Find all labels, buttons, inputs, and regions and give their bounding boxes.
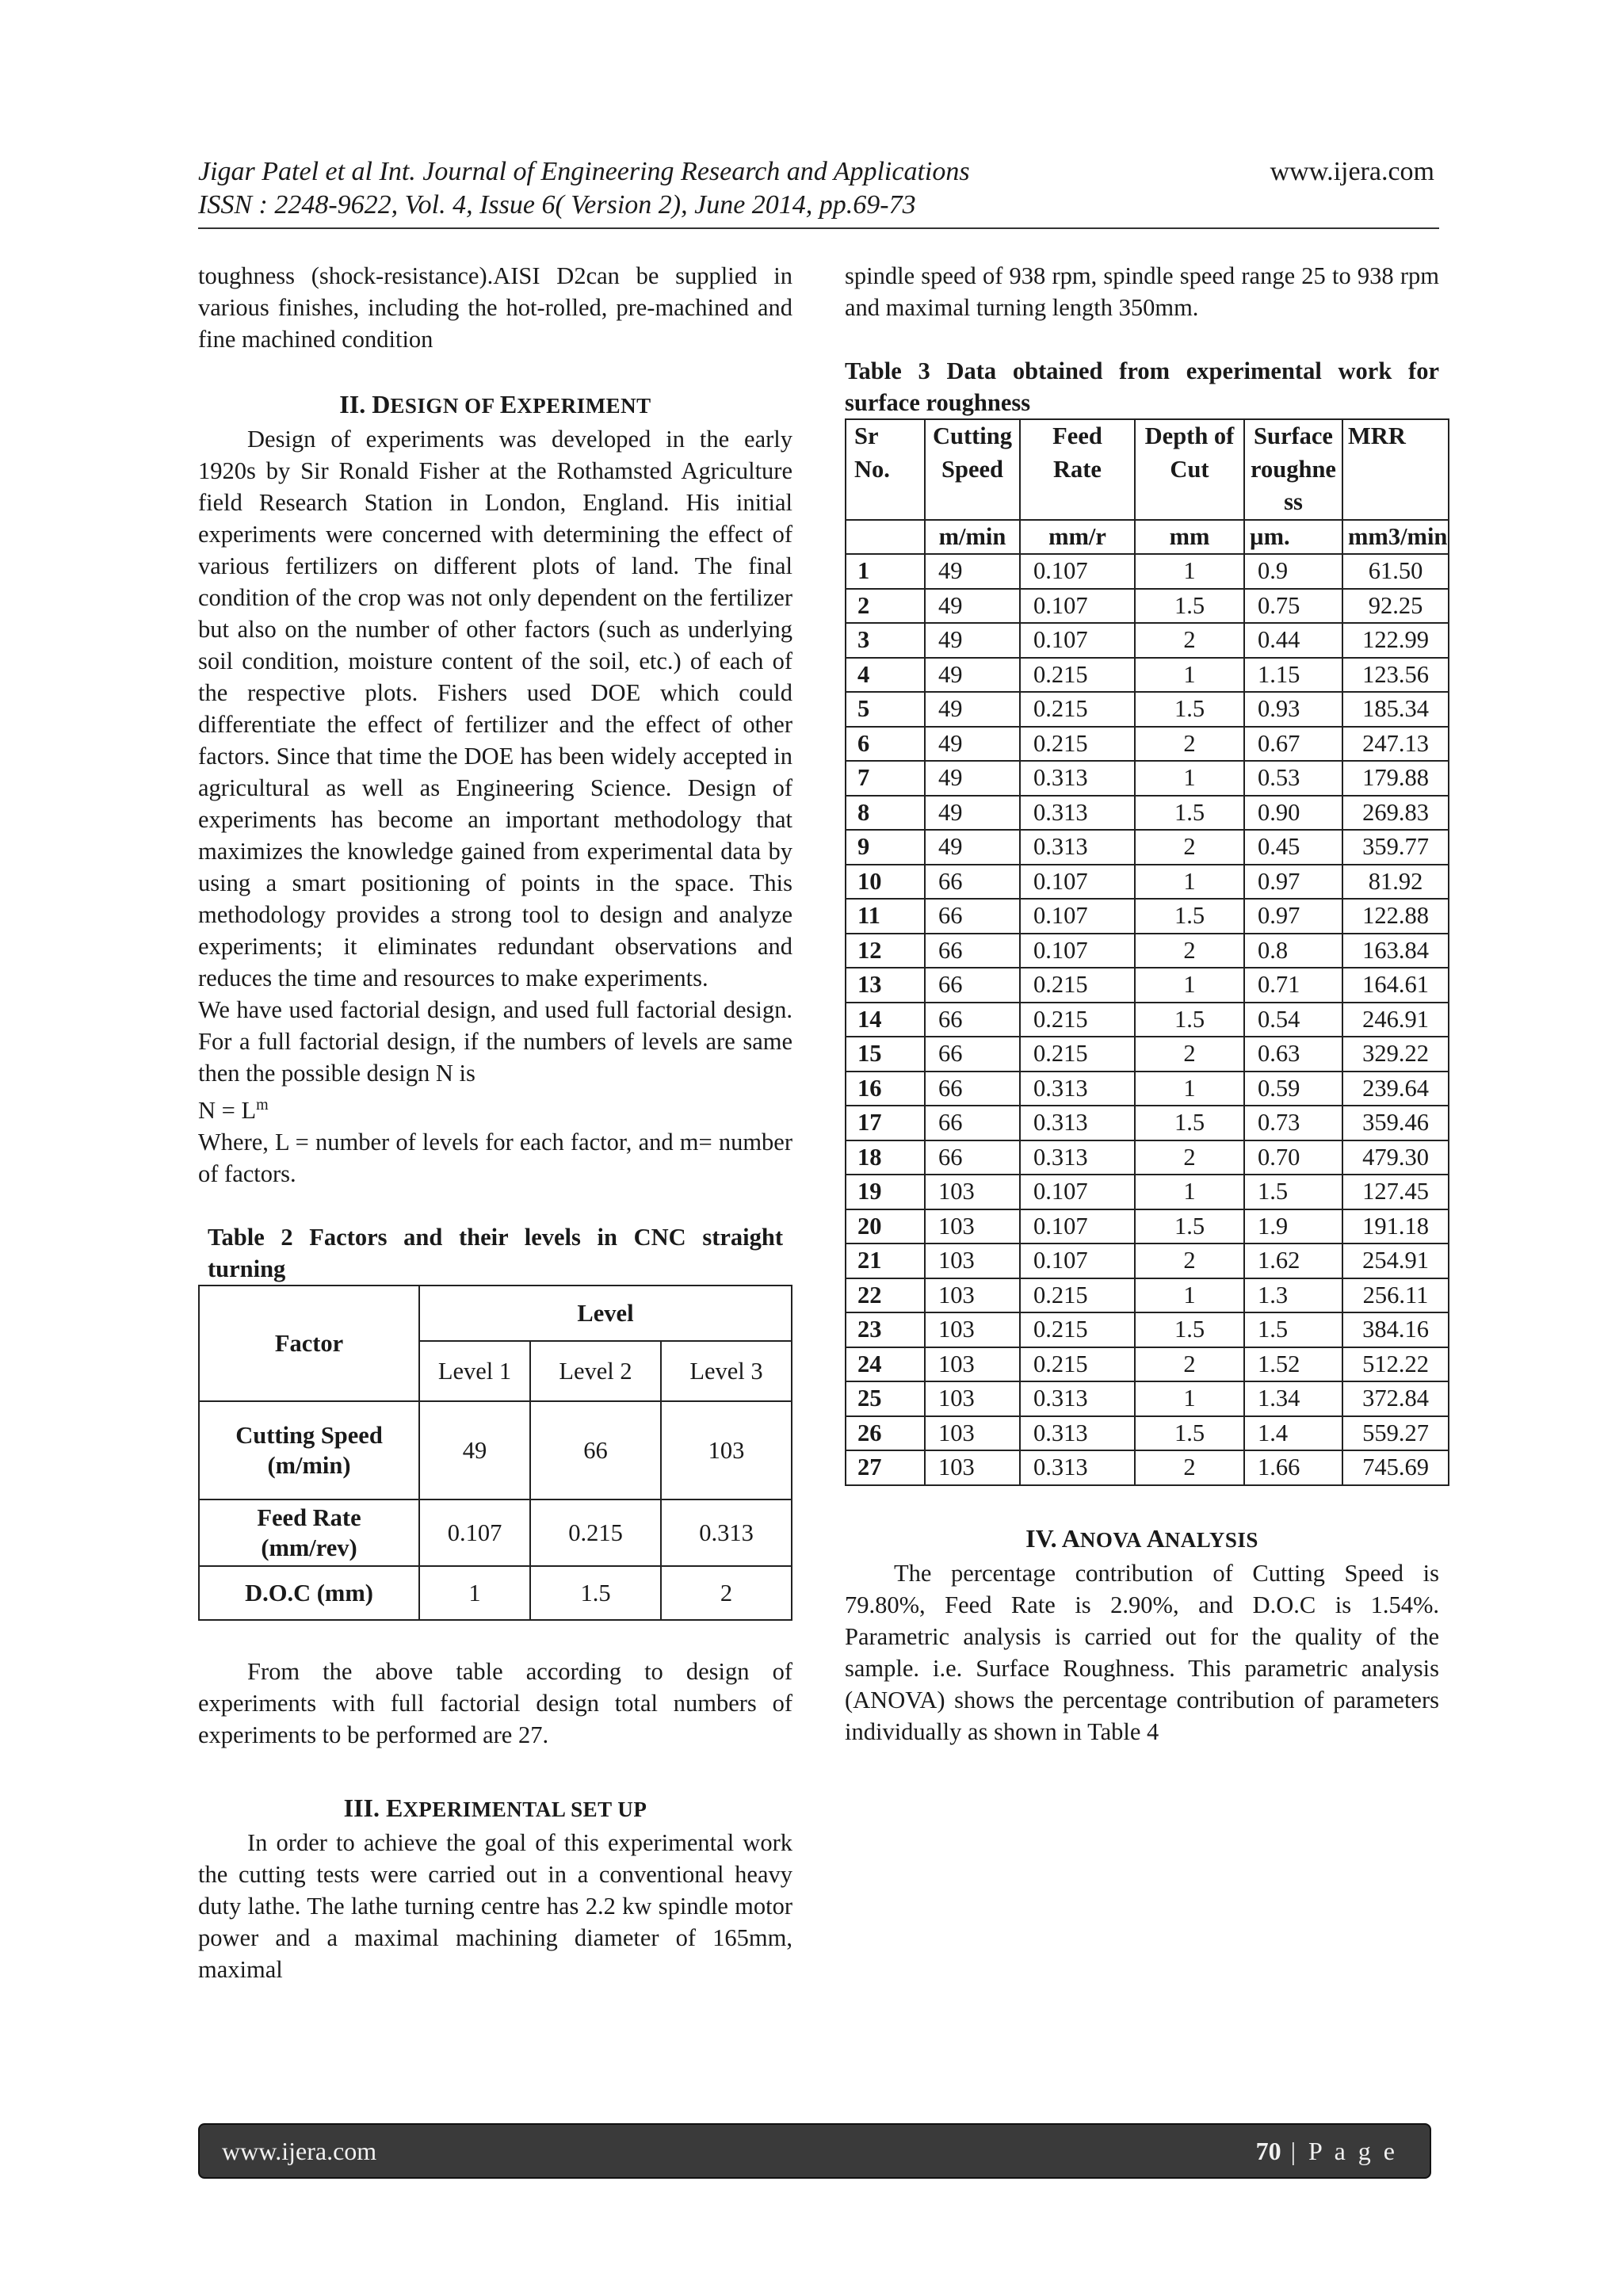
table-3-cell: 0.97	[1244, 865, 1342, 900]
table-3-cell: 0.215	[1020, 658, 1135, 693]
heading-smallcaps: ESIGN OF	[390, 394, 500, 418]
table-3-cell: 0.93	[1244, 692, 1342, 727]
table-3-cell: 329.22	[1342, 1037, 1449, 1072]
table-3-cell: 66	[925, 899, 1020, 934]
table-3-cell: 745.69	[1342, 1450, 1449, 1485]
table-3	[845, 418, 1449, 1486]
table-3-cell: 11	[846, 899, 925, 934]
right-column	[845, 260, 1448, 1748]
table-3-cell: 0.313	[1020, 1072, 1135, 1106]
level-col: Level 1	[419, 1341, 530, 1401]
level-header: Level	[419, 1286, 792, 1341]
table-3-cell: 0.107	[1020, 589, 1135, 624]
unit-depth: mm	[1135, 520, 1244, 555]
heading-smallcaps: NALYSIS	[1164, 1527, 1258, 1552]
table-3-cell: 2	[1135, 1244, 1244, 1278]
table-3-cell: 0.215	[1020, 1278, 1135, 1313]
heading-cap: A	[1061, 1523, 1080, 1553]
table-3-cell: 0.63	[1244, 1037, 1342, 1072]
table-3-cell: 1.5	[1135, 1003, 1244, 1037]
table-3-cell: 16	[846, 1072, 925, 1106]
table-3-cell: 17	[846, 1106, 925, 1140]
table-3-cell: 1	[1135, 1072, 1244, 1106]
table-3-cell: 1	[846, 554, 925, 589]
unit-mrr: mm3/min	[1342, 520, 1449, 555]
table-3-cell: 269.83	[1342, 796, 1449, 831]
table-3-cell: 0.215	[1020, 968, 1135, 1003]
col-header-depth-of-cut: Depth of Cut	[1135, 419, 1244, 520]
table-3-cell: 2	[846, 589, 925, 624]
table-3-cell: 10	[846, 865, 925, 900]
table-3-row	[846, 1106, 1449, 1140]
table-3-cell: 103	[925, 1450, 1020, 1485]
table-3-row	[846, 830, 1449, 865]
table-3-cell: 26	[846, 1416, 925, 1451]
table-3-cell: 2	[1135, 623, 1244, 658]
table-3-cell: 25	[846, 1381, 925, 1416]
table-3-cell: 0.44	[1244, 623, 1342, 658]
journal-line: Jigar Patel et al Int. Journal of Engineering Research and Applications	[198, 157, 970, 186]
table-3-cell: 179.88	[1342, 761, 1449, 796]
table-3-cell: 4	[846, 658, 925, 693]
table-3-cell: 81.92	[1342, 865, 1449, 900]
page-label: | P a g e	[1281, 2137, 1398, 2165]
page-footer	[198, 2123, 1431, 2179]
table-3-row	[846, 865, 1449, 900]
heading-cap: E	[499, 390, 517, 418]
table-3-cell: 1.9	[1244, 1209, 1342, 1244]
table-3-cell: 0.8	[1244, 934, 1342, 968]
table-3-row	[846, 692, 1449, 727]
table-3-cell: 1	[1135, 1175, 1244, 1209]
table-3-cell: 164.61	[1342, 968, 1449, 1003]
table-3-cell: 1.52	[1244, 1347, 1342, 1382]
table-3-body	[846, 554, 1449, 1485]
table-3-cell: 66	[925, 1003, 1020, 1037]
running-header	[198, 155, 970, 222]
table-3-cell: 49	[925, 830, 1020, 865]
table-3-cell: 49	[925, 554, 1020, 589]
table-3-cell: 103	[925, 1347, 1020, 1382]
table-3-cell: 66	[925, 1037, 1020, 1072]
table-3-cell: 0.313	[1020, 796, 1135, 831]
table-3-cell: 1.3	[1244, 1278, 1342, 1313]
value-cell: 1	[419, 1566, 530, 1620]
table-3-cell: 0.215	[1020, 1037, 1135, 1072]
table-3-cell: 1	[1135, 1278, 1244, 1313]
table-3-cell: 66	[925, 1072, 1020, 1106]
table-3-cell: 27	[846, 1450, 925, 1485]
value-cell: 103	[661, 1401, 792, 1499]
table-3-cell: 2	[1135, 1347, 1244, 1382]
table-3-row	[846, 1072, 1449, 1106]
table-3-cell: 0.215	[1020, 692, 1135, 727]
table-3-cell: 246.91	[1342, 1003, 1449, 1037]
table-3-cell: 0.313	[1020, 761, 1135, 796]
table-3-cell: 1.5	[1244, 1312, 1342, 1347]
table-3-row	[846, 727, 1449, 762]
factorial-paragraph: We have used factorial design, and used full factorial design. For a full factorial design, if the numbers of levels are same then the possible design N is	[198, 996, 792, 1087]
table-3-cell: 559.27	[1342, 1416, 1449, 1451]
table-3-cell: 1.66	[1244, 1450, 1342, 1485]
unit-cutting-speed: m/min	[925, 520, 1020, 555]
table-3-cell: 0.70	[1244, 1140, 1342, 1175]
table-3-units-row	[846, 520, 1449, 555]
table-3-cell: 22	[846, 1278, 925, 1313]
table-3-row	[846, 1140, 1449, 1175]
table-3-cell: 239.64	[1342, 1072, 1449, 1106]
table-3-cell: 12	[846, 934, 925, 968]
table-3-cell: 2	[1135, 1140, 1244, 1175]
table-3-row	[846, 1175, 1449, 1209]
continued-paragraph: spindle speed of 938 rpm, spindle speed range 25 to 938 rpm and maximal turning length 350mm.	[845, 262, 1439, 321]
table-3-cell: 49	[925, 761, 1020, 796]
table-3-cell: 1	[1135, 554, 1244, 589]
table-3-cell: 185.34	[1342, 692, 1449, 727]
table-3-cell: 1.5	[1135, 899, 1244, 934]
table-3-cell: 49	[925, 623, 1020, 658]
heading-smallcaps: NOVA	[1079, 1527, 1147, 1552]
heading-cap: D	[372, 390, 391, 418]
table-3-cell: 20	[846, 1209, 925, 1244]
table-3-row	[846, 623, 1449, 658]
factor-header: Factor	[199, 1286, 419, 1401]
table-3-cell: 0.313	[1020, 830, 1135, 865]
table-3-cell: 359.77	[1342, 830, 1449, 865]
table-3-cell: 256.11	[1342, 1278, 1449, 1313]
page-number: 70	[1255, 2137, 1281, 2165]
table-3-cell: 2	[1135, 934, 1244, 968]
col-header-sr: Sr No.	[846, 419, 925, 520]
table-3-cell: 8	[846, 796, 925, 831]
table-3-cell: 21	[846, 1244, 925, 1278]
table-3-cell: 1	[1135, 865, 1244, 900]
header-rule	[198, 227, 1439, 229]
table-3-cell: 0.313	[1020, 1416, 1135, 1451]
table-3-cell: 1	[1135, 968, 1244, 1003]
table-3-cell: 0.107	[1020, 554, 1135, 589]
table-3-row	[846, 554, 1449, 589]
table-3-cell: 66	[925, 865, 1020, 900]
table-3-cell: 9	[846, 830, 925, 865]
table-3-row	[846, 1381, 1449, 1416]
table-3-cell: 359.46	[1342, 1106, 1449, 1140]
table-3-cell: 2	[1135, 1450, 1244, 1485]
table-3-cell: 23	[846, 1312, 925, 1347]
table-3-row	[846, 761, 1449, 796]
table-3-cell: 103	[925, 1209, 1020, 1244]
table-3-cell: 3	[846, 623, 925, 658]
table-3-cell: 5	[846, 692, 925, 727]
table-3-cell: 15	[846, 1037, 925, 1072]
table-3-cell: 384.16	[1342, 1312, 1449, 1347]
value-cell: 2	[661, 1566, 792, 1620]
table-3-cell: 6	[846, 727, 925, 762]
value-cell: 0.313	[661, 1499, 792, 1566]
footer-page	[1256, 2125, 1398, 2177]
table-3-cell: 1.5	[1135, 589, 1244, 624]
experimental-setup-paragraph: In order to achieve the goal of this experimental work the cutting tests were carried out in a conventional heavy duty lathe. The lathe turning centre has 2.2 kw spindle motor power and a maximal machining diameter of 165mm, maximal	[198, 1829, 792, 1984]
left-column	[198, 260, 792, 1985]
table-3-cell: 1.5	[1244, 1175, 1342, 1209]
table-3-cell: 0.215	[1020, 1003, 1135, 1037]
table-3-cell: 123.56	[1342, 658, 1449, 693]
table-3-cell: 103	[925, 1416, 1020, 1451]
heading-cap: A	[1146, 1523, 1165, 1553]
section-number: II.	[339, 390, 366, 418]
table-3-cell: 1	[1135, 1381, 1244, 1416]
table-3-cell: 2	[1135, 727, 1244, 762]
table-3-row	[846, 589, 1449, 624]
footer-website[interactable]: www.ijera.com	[222, 2137, 377, 2165]
table-3-cell: 2	[1135, 1037, 1244, 1072]
table-3-cell: 103	[925, 1244, 1020, 1278]
table-3-cell: 0.73	[1244, 1106, 1342, 1140]
col-header-surface-roughness: Surface roughness	[1244, 419, 1342, 520]
section-number: IV.	[1025, 1523, 1057, 1553]
table-3-header-row	[846, 419, 1449, 520]
heading-cap: E	[385, 1794, 403, 1823]
table-3-cell: 254.91	[1342, 1244, 1449, 1278]
table-3-cell: 479.30	[1342, 1140, 1449, 1175]
section-2-heading	[198, 387, 792, 423]
table-2-caption: Table 2 Factors and their levels in CNC straight turning	[208, 1224, 783, 1283]
table-3-cell: 2	[1135, 830, 1244, 865]
table-3-cell: 103	[925, 1278, 1020, 1313]
table-3-cell: 7	[846, 761, 925, 796]
factor-cell: D.O.C (mm)	[199, 1566, 419, 1620]
table-3-cell: 49	[925, 727, 1020, 762]
table-3-cell: 0.90	[1244, 796, 1342, 831]
value-cell: 0.215	[530, 1499, 661, 1566]
table-3-cell: 1.5	[1135, 692, 1244, 727]
table-3-cell: 0.107	[1020, 623, 1135, 658]
table-3-cell: 14	[846, 1003, 925, 1037]
table-3-cell: 66	[925, 1106, 1020, 1140]
level-col: Level 3	[661, 1341, 792, 1401]
anova-paragraph: The percentage contribution of Cutting Speed is 79.80%, Feed Rate is 2.90%, and D.O.C is 1.54%. Parametric analysis is carried out for the quality of the sample. i.e. Surface Roughness. This parametric analysis (ANOVA) shows the percentage contribution of parameters individually as shown in Table 4	[845, 1559, 1439, 1745]
table-3-caption: Table 3 Data obtained from experimental work for surface roughness	[845, 357, 1439, 416]
table-3-cell: 0.107	[1020, 865, 1135, 900]
table-3-cell: 0.9	[1244, 554, 1342, 589]
design-of-experiment-paragraph: Design of experiments was developed in the early 1920s by Sir Ronald Fisher at the Rothamsted Agriculture field Research Station in London, England. His initial experiments were concerned with determining the effect of various fertilizers on different plots of land. The final condition of the crop was not only dependent on the fertilizer but also on the number of other factors (such as underlying soil condition, moisture content of the soil, etc.) of each of the respective plots. Fishers used DOE which could differentiate the effect of fertilizer and the effect of other factors. Since that time the DOE has been widely accepted in agricultural as well as Engineering Science. Design of experiments has become an important methodology that maximizes the knowledge gained from experimental data by using a smart positioning of points in the space. This methodology provides a strong tool to design and analyze experiments; it eliminates redundant observations and reduces the time and resources to make experiments.	[198, 426, 792, 991]
after-table-paragraph: From the above table according to design of experiments with full factorial design total numbers of experiments to be performed are 27.	[198, 1658, 792, 1749]
table-3-cell: 24	[846, 1347, 925, 1382]
table-3-cell: 1	[1135, 658, 1244, 693]
formula-exponent: m	[256, 1096, 269, 1114]
table-3-cell: 19	[846, 1175, 925, 1209]
table-3-cell: 49	[925, 692, 1020, 727]
table-3-row	[846, 1209, 1449, 1244]
table-3-cell: 0.313	[1020, 1140, 1135, 1175]
section-number: III.	[343, 1794, 380, 1823]
table-3-cell: 0.75	[1244, 589, 1342, 624]
table-3-cell: 0.107	[1020, 899, 1135, 934]
table-3-cell: 103	[925, 1381, 1020, 1416]
col-header-cutting-speed: Cutting Speed	[925, 419, 1020, 520]
table-3-row	[846, 899, 1449, 934]
unit-feed-rate: mm/r	[1020, 520, 1135, 555]
where-paragraph: Where, L = number of levels for each factor, and m= number of factors.	[198, 1129, 792, 1188]
table-3-cell: 1.5	[1135, 1209, 1244, 1244]
table-3-cell: 122.88	[1342, 899, 1449, 934]
table-3-row	[846, 1003, 1449, 1037]
section-4-heading	[845, 1521, 1439, 1557]
table-3-cell: 13	[846, 968, 925, 1003]
table-3-cell: 1.34	[1244, 1381, 1342, 1416]
table-3-cell: 1.5	[1135, 1416, 1244, 1451]
col-header-feed-rate: Feed Rate	[1020, 419, 1135, 520]
heading-smallcaps: XPERIMENTAL SET UP	[403, 1797, 647, 1822]
table-3-cell: 0.215	[1020, 727, 1135, 762]
table-3-cell: 1	[1135, 761, 1244, 796]
table-3-cell: 103	[925, 1175, 1020, 1209]
factor-cell: Cutting Speed (m/min)	[199, 1401, 419, 1499]
table-3-cell: 66	[925, 1140, 1020, 1175]
table-3-row	[846, 796, 1449, 831]
table-3-cell: 0.107	[1020, 934, 1135, 968]
unit-roughness: µm.	[1244, 520, 1342, 555]
table-3-cell: 0.67	[1244, 727, 1342, 762]
table-3-cell: 49	[925, 589, 1020, 624]
table-3-row	[846, 1037, 1449, 1072]
table-3-cell: 66	[925, 968, 1020, 1003]
table-3-cell: 1.5	[1135, 1106, 1244, 1140]
table-3-cell: 0.71	[1244, 968, 1342, 1003]
formula	[198, 1089, 792, 1126]
table-3-cell: 127.45	[1342, 1175, 1449, 1209]
table-3-row	[846, 1278, 1449, 1313]
table-3-cell: 0.215	[1020, 1347, 1135, 1382]
table-3-cell: 122.99	[1342, 623, 1449, 658]
table-3-cell: 0.54	[1244, 1003, 1342, 1037]
table-3-cell: 0.107	[1020, 1209, 1135, 1244]
table-3-row	[846, 968, 1449, 1003]
table-3-cell: 372.84	[1342, 1381, 1449, 1416]
table-3-row	[846, 1347, 1449, 1382]
table-3-cell: 0.97	[1244, 899, 1342, 934]
table-3-cell: 1.62	[1244, 1244, 1342, 1278]
level-col: Level 2	[530, 1341, 661, 1401]
table-3-row	[846, 1416, 1449, 1451]
intro-paragraph: toughness (shock-resistance).AISI D2can be supplied in various finishes, including the hot-rolled, pre-machined and fine machined condition	[198, 262, 792, 353]
issn-line: ISSN : 2248-9622, Vol. 4, Issue 6( Version 2), June 2014, pp.69-73	[198, 190, 916, 220]
table-3-cell: 1.5	[1135, 796, 1244, 831]
value-cell: 0.107	[419, 1499, 530, 1566]
heading-smallcaps: XPERIMENT	[517, 394, 651, 418]
value-cell: 49	[419, 1401, 530, 1499]
table-3-cell: 49	[925, 796, 1020, 831]
table-3-cell: 0.53	[1244, 761, 1342, 796]
table-3-cell: 191.18	[1342, 1209, 1449, 1244]
table-3-cell: 247.13	[1342, 727, 1449, 762]
table-3-row	[846, 1312, 1449, 1347]
table-3-cell: 0.107	[1020, 1244, 1135, 1278]
table-3-cell: 92.25	[1342, 589, 1449, 624]
value-cell: 1.5	[530, 1566, 661, 1620]
table-3-cell: 0.215	[1020, 1312, 1135, 1347]
table-3-row	[846, 658, 1449, 693]
formula-base: N = L	[198, 1097, 257, 1125]
header-website[interactable]: www.ijera.com	[1270, 157, 1434, 186]
table-3-cell: 61.50	[1342, 554, 1449, 589]
table-3-cell: 1.4	[1244, 1416, 1342, 1451]
table-3-cell: 66	[925, 934, 1020, 968]
table-3-row	[846, 1450, 1449, 1485]
section-3-heading	[198, 1790, 792, 1827]
table-3-cell: 0.313	[1020, 1381, 1135, 1416]
table-3-cell: 103	[925, 1312, 1020, 1347]
table-3-cell: 1.5	[1135, 1312, 1244, 1347]
table-3-cell: 49	[925, 658, 1020, 693]
table-3-cell: 1.15	[1244, 658, 1342, 693]
table-3-row	[846, 1244, 1449, 1278]
table-2	[198, 1285, 792, 1621]
table-3-row	[846, 934, 1449, 968]
table-3-cell: 0.59	[1244, 1072, 1342, 1106]
table-3-cell: 18	[846, 1140, 925, 1175]
col-header-mrr: MRR	[1342, 419, 1449, 520]
table-3-cell: 0.45	[1244, 830, 1342, 865]
table-3-cell: 163.84	[1342, 934, 1449, 968]
table-3-cell: 0.107	[1020, 1175, 1135, 1209]
table-3-cell: 512.22	[1342, 1347, 1449, 1382]
unit-sr	[846, 520, 925, 555]
table-3-cell: 0.313	[1020, 1450, 1135, 1485]
value-cell: 66	[530, 1401, 661, 1499]
factor-cell: Feed Rate (mm/rev)	[199, 1499, 419, 1566]
table-3-cell: 0.313	[1020, 1106, 1135, 1140]
